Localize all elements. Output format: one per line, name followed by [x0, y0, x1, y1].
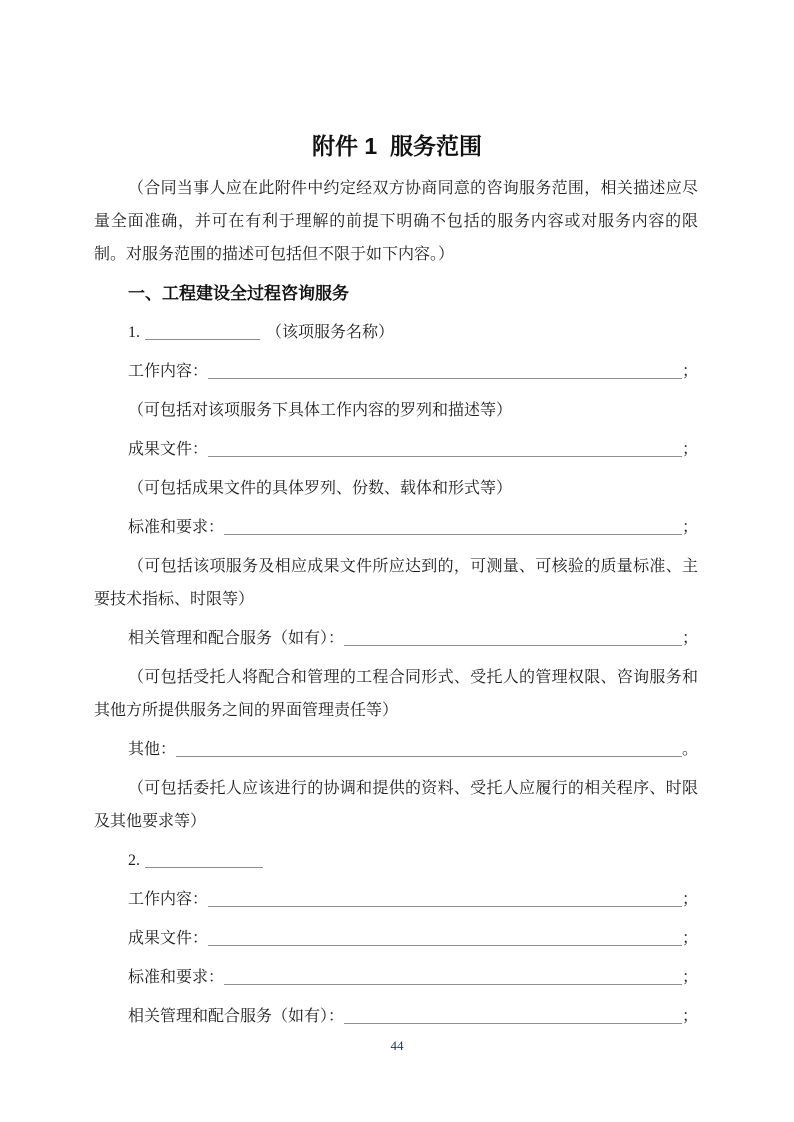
document-body: [94, 172, 698, 1039]
field-blank: [344, 1022, 682, 1024]
field-label: 成果文件：: [128, 930, 209, 947]
field-blank: [224, 533, 682, 535]
intro-paragraph: （合同当事人应在此附件中约定经双方协商同意的咨询服务范围，相关描述应尽量全面准确，并可在有利于理解的前提下明确不包括的服务内容或对服务内容的限制。对服务范围的描述可包括但不限于如下内容。）: [94, 180, 698, 263]
section-heading: 一、工程建设全过程咨询服务: [128, 284, 349, 303]
field-terminator: ；: [681, 891, 698, 908]
field-terminator: ；: [681, 1008, 698, 1025]
item1-standards-note: （可包括该项服务及相应成果文件所应达到的，可测量、可核验的质量标准、主要技术指标、时限等）: [94, 558, 698, 608]
field-label: 工作内容：: [128, 891, 209, 908]
field-label: 标准和要求：: [128, 519, 225, 536]
item2-standards-line: [94, 961, 698, 994]
field-blank: [208, 455, 682, 457]
field-label: 相关管理和配合服务（如有）：: [128, 1008, 345, 1025]
item1-number: 1.: [128, 324, 140, 341]
field-terminator: ；: [681, 969, 698, 986]
field-terminator: ；: [681, 441, 698, 458]
field-terminator: ；: [681, 630, 698, 647]
item1-name-line: [94, 316, 698, 349]
item1-standards-line: [94, 511, 698, 544]
item1-other-line: [94, 733, 698, 766]
item1-work-content-line: [94, 355, 698, 388]
item1-work-content-note: （可包括对该项服务下具体工作内容的罗列和描述等）: [128, 402, 513, 419]
field-label: 工作内容：: [128, 363, 209, 380]
field-terminator: ；: [681, 519, 698, 536]
item1-service-name-blank: [145, 338, 260, 340]
field-terminator: 。: [681, 741, 698, 758]
item1-management-line: [94, 622, 698, 655]
page-number: 44: [390, 1038, 404, 1053]
item2-management-line: [94, 1000, 698, 1033]
field-blank: [208, 905, 682, 907]
field-blank: [176, 755, 682, 757]
item2-work-content-line: [94, 883, 698, 916]
item1-other-note: （可包括委托人应该进行的协调和提供的资料、受托人应履行的相关程序、时限及其他要求等）: [94, 780, 698, 830]
field-label: 成果文件：: [128, 441, 209, 458]
item1-management-note: （可包括受托人将配合和管理的工程合同形式、受托人的管理权限、咨询服务和其他方所提供服务之间的界面管理责任等）: [94, 669, 698, 719]
item1-deliverables-line: [94, 433, 698, 466]
item2-number: 2.: [128, 852, 140, 869]
field-blank: [344, 644, 682, 646]
item1-deliverables-note: （可包括成果文件的具体罗列、份数、载体和形式等）: [128, 480, 513, 497]
item2-service-name-blank: [145, 866, 263, 868]
field-blank: [224, 983, 682, 985]
page-title: 附件 1 服务范围: [312, 133, 482, 159]
field-terminator: ；: [681, 363, 698, 380]
field-terminator: ；: [681, 930, 698, 947]
field-blank: [208, 377, 682, 379]
field-label: 相关管理和配合服务（如有）：: [128, 630, 345, 647]
item1-service-name-note: （该项服务名称）: [266, 324, 395, 341]
item2-name-line: [94, 844, 698, 877]
field-label: 标准和要求：: [128, 969, 225, 986]
field-blank: [208, 944, 682, 946]
field-label: 其他：: [128, 741, 177, 758]
item2-deliverables-line: [94, 922, 698, 955]
